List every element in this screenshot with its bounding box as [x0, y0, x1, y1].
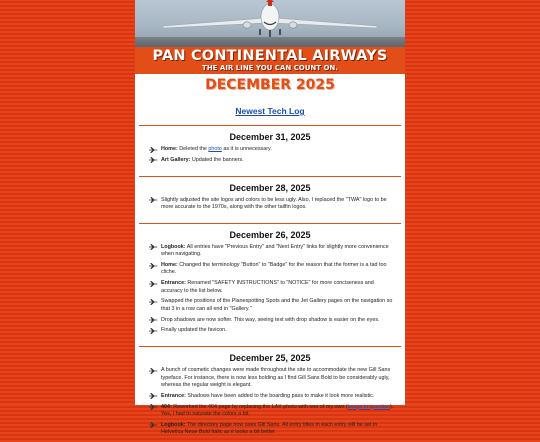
list-item — [149, 262, 395, 277]
list-item — [149, 317, 395, 324]
entry-date-heading: December 31, 2025 — [229, 132, 311, 142]
list-item — [149, 422, 395, 437]
entry-item-list — [135, 146, 405, 164]
item-text: Deleted the — [177, 146, 209, 152]
plane-bullet-icon — [149, 157, 158, 163]
list-item — [149, 393, 395, 400]
item-text: Slightly adjusted the site logos and colors to be less ugly. Also, I replaced the "TWA" logo to be more accurate to the 1970s, along with the other tailfin logos. — [161, 196, 387, 210]
hero-photo — [135, 0, 405, 47]
item-text: The directory page now uses Gill Sans. All entry titles in each entry will be set in Helvetica Neue Bold Italic as it looks a bit better. — [161, 421, 378, 436]
plane-bullet-icon — [149, 404, 158, 410]
entry-date-heading: December 26, 2025 — [229, 229, 311, 240]
airline-tagline: THE AIR LINE YOU CAN COUNT ON. — [202, 63, 338, 72]
item-text: as it is unnecessary. — [221, 146, 272, 152]
plane-bullet-icon — [149, 299, 158, 305]
plane-bullet-icon — [149, 393, 158, 399]
item-text: All entries have "Previous Entry" and "Next Entry" links for slightly more convenience when navigating. — [161, 243, 389, 258]
section-divider — [139, 125, 401, 126]
list-item — [149, 298, 395, 313]
entry-item-list — [135, 197, 405, 212]
plane-bullet-icon — [149, 317, 158, 323]
plane-bullet-icon — [149, 263, 158, 269]
item-section-label: Logbook: — [161, 421, 186, 428]
list-item — [149, 327, 395, 334]
entry-date-heading: December 28, 2025 — [229, 182, 311, 193]
section-divider — [139, 223, 401, 224]
list-item — [149, 367, 395, 389]
item-section-label: Home: — [161, 146, 178, 152]
airline-banner — [135, 47, 405, 74]
newest-log-nav — [135, 101, 405, 119]
log-entries — [135, 125, 405, 442]
item-text: Changed the terminology "Button" to "Badge" for the reason that the former is a tad too cliche. — [161, 262, 387, 276]
item-text: A bunch of cosmetic changes were made throughout the site to accommodate the new Gill Sans typeface. For instance, there is now less bolding as I find Gill Sans Bold to be considerably ugly, whereas the regular weight is elegant. — [161, 367, 391, 389]
plane-bullet-icon — [149, 147, 158, 153]
airline-name: PAN CONTINENTAL AIRWAYS — [152, 48, 388, 64]
list-item — [149, 280, 395, 295]
inline-link[interactable]: photo — [208, 146, 222, 152]
section-divider — [139, 346, 401, 347]
main-page — [135, 0, 405, 436]
plane-bullet-icon — [149, 281, 158, 287]
plane-bullet-icon — [149, 368, 158, 374]
item-section-label: 404: — [161, 403, 172, 410]
page-title: DECEMBER 2025 — [205, 77, 335, 93]
airplane-icon — [135, 0, 405, 47]
plane-bullet-icon — [149, 197, 158, 203]
item-text: Renamed "SAFETY INSTRUCTIONS" to "NOTICE" for more conciseness and accuracy to the list below. — [161, 280, 374, 294]
list-item — [149, 404, 395, 419]
item-section-label: Logbook: — [161, 243, 186, 250]
entry-item-list — [135, 367, 405, 436]
item-text: Drop shadows are now softer. This way, seeing text with drop shadow is easier on the eyes. — [161, 316, 380, 323]
item-text: Updated the banners. — [190, 156, 244, 163]
plane-bullet-icon — [149, 244, 158, 250]
newest-tech-log-link[interactable]: Newest Tech Log — [235, 106, 305, 116]
item-text: ). Yes, I had to saturate the colors a bit. — [161, 403, 394, 418]
inline-link[interactable]: image in question — [347, 403, 390, 410]
list-item — [149, 244, 395, 259]
log-entry — [135, 353, 405, 442]
log-entry — [135, 230, 405, 340]
item-section-label: Home: — [161, 262, 178, 268]
item-section-label: Entrance: — [161, 280, 186, 287]
item-text: Shadows have been added to the boarding pass to make it look more realistic. — [185, 392, 375, 399]
log-entry — [135, 132, 405, 170]
item-section-label: Entrance: — [161, 392, 186, 399]
item-text: Finally updated the favicon. — [161, 327, 227, 334]
plane-bullet-icon — [149, 422, 158, 428]
item-section-label: Art Gallery: — [161, 156, 191, 163]
list-item — [149, 146, 395, 153]
plane-bullet-icon — [149, 328, 158, 334]
entry-item-list — [135, 244, 405, 335]
list-item — [149, 157, 395, 164]
entry-date-heading: December 25, 2025 — [229, 353, 311, 364]
item-text: Reworked the 404 page by replacing the LAX photo with one of my own ( — [171, 403, 348, 410]
item-text: Swapped the positions of the Planespotting Spots and the Jet Gallery pages on the navigation so that 3 in a row can all end in "Gallery." — [161, 298, 393, 312]
list-item — [149, 197, 395, 212]
section-divider — [139, 176, 401, 177]
log-entry — [135, 183, 405, 217]
